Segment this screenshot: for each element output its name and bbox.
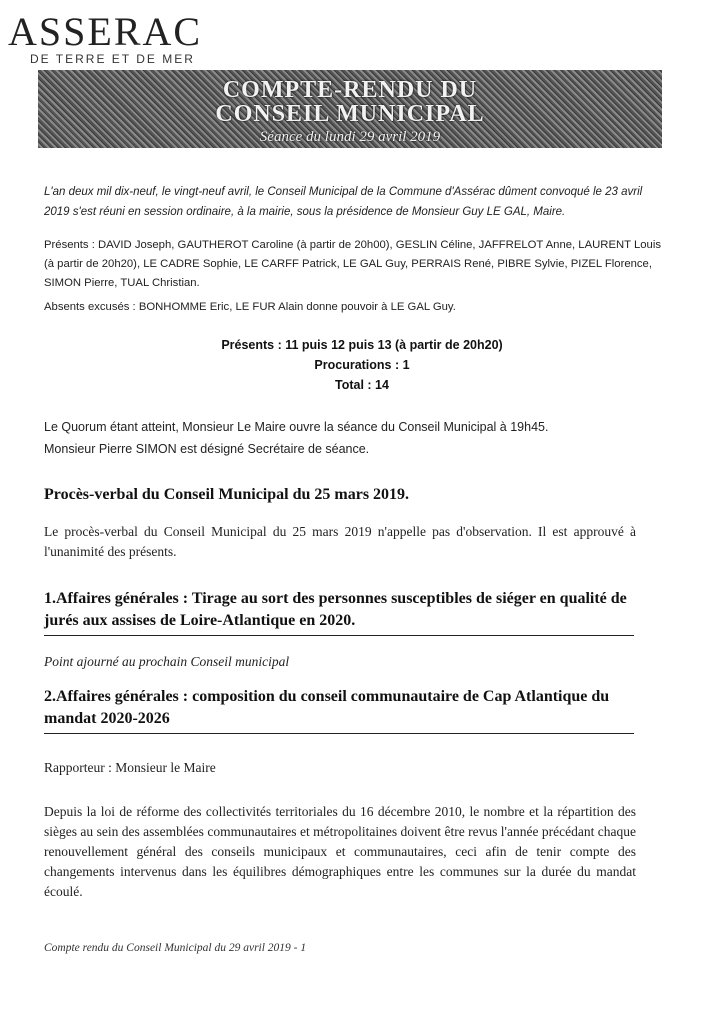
secretary-line: Monsieur Pierre SIMON est désigné Secrétaire de séance. xyxy=(44,442,370,456)
logo-title: ASSERAC xyxy=(8,9,203,54)
section1-heading: 1.Affaires générales : Tirage au sort des personnes susceptibles de siéger en qualité de jurés aux assises de Loire-Atlantique en 2020. xyxy=(44,588,634,636)
section2-text: Depuis la loi de réforme des collectivités territoriales du 16 décembre 2010, le nombre et la répartition des sièges au sein des assemblées communautaires et métropolitaines doivent être revus l'année précédant chaque renouvellement général des conseils municipaux et communautaires, ceci afin de tenir compte des changements intervenus dans les équilibres démographiques entre les communes sur la durée du mandat écoulé. xyxy=(44,804,636,899)
banner-title-line2: CONSEIL MUNICIPAL xyxy=(215,101,485,127)
procurations-count: Procurations : 1 xyxy=(314,358,410,372)
title-banner xyxy=(38,70,662,148)
section1-text: Point ajourné au prochain Conseil municipal xyxy=(44,654,290,669)
presents-count: Présents : 11 puis 12 puis 13 (à partir de 20h20) xyxy=(221,338,503,352)
banner-title-line1: COMPTE-RENDU DU xyxy=(222,77,478,103)
intro-paragraph: L'an deux mil dix-neuf, le vingt-neuf avril, le Conseil Municipal de la Commune d'Assérac dûment convoqué le 23 avril 2019 s'est réuni en session ordinaire, à la mairie, sous la présidence de Monsieur Guy LE GAL, Maire. xyxy=(44,186,643,218)
section2-rapporteur: Rapporteur : Monsieur le Maire xyxy=(44,760,216,775)
banner-session-date: Séance du lundi 29 avril 2019 xyxy=(259,129,441,145)
presents-list: Présents : DAVID Joseph, GAUTHEROT Caroline (à partir de 20h00), GESLIN Céline, JAFFRELOT Anne, LAURENT Louis (à partir de 20h20), LE CADRE Sophie, LE CARFF Patrick, LE GAL Guy, PERRAIS René, PIBRE Sylvie, PIZEL Florence, SIMON Pierre, TUAL Christian. xyxy=(44,239,661,289)
pv-heading: Procès-verbal du Conseil Municipal du 25 mars 2019. xyxy=(44,486,410,503)
page-footer: Compte rendu du Conseil Municipal du 29 avril 2019 - 1 xyxy=(44,942,307,954)
logo-subtitle: DE TERRE ET DE MER xyxy=(30,52,195,66)
pv-text: Le procès-verbal du Conseil Municipal du 25 mars 2019 n'appelle pas d'observation. Il est approuvé à l'unanimité des présents. xyxy=(44,524,636,559)
quorum-line: Le Quorum étant atteint, Monsieur Le Maire ouvre la séance du Conseil Municipal à 19h45. xyxy=(44,420,549,434)
total-count: Total : 14 xyxy=(335,378,389,392)
absents-list: Absents excusés : BONHOMME Eric, LE FUR Alain donne pouvoir à LE GAL Guy. xyxy=(44,301,456,313)
section2-heading: 2.Affaires générales : composition du conseil communautaire de Cap Atlantique du mandat 2020-2026 xyxy=(44,686,634,734)
